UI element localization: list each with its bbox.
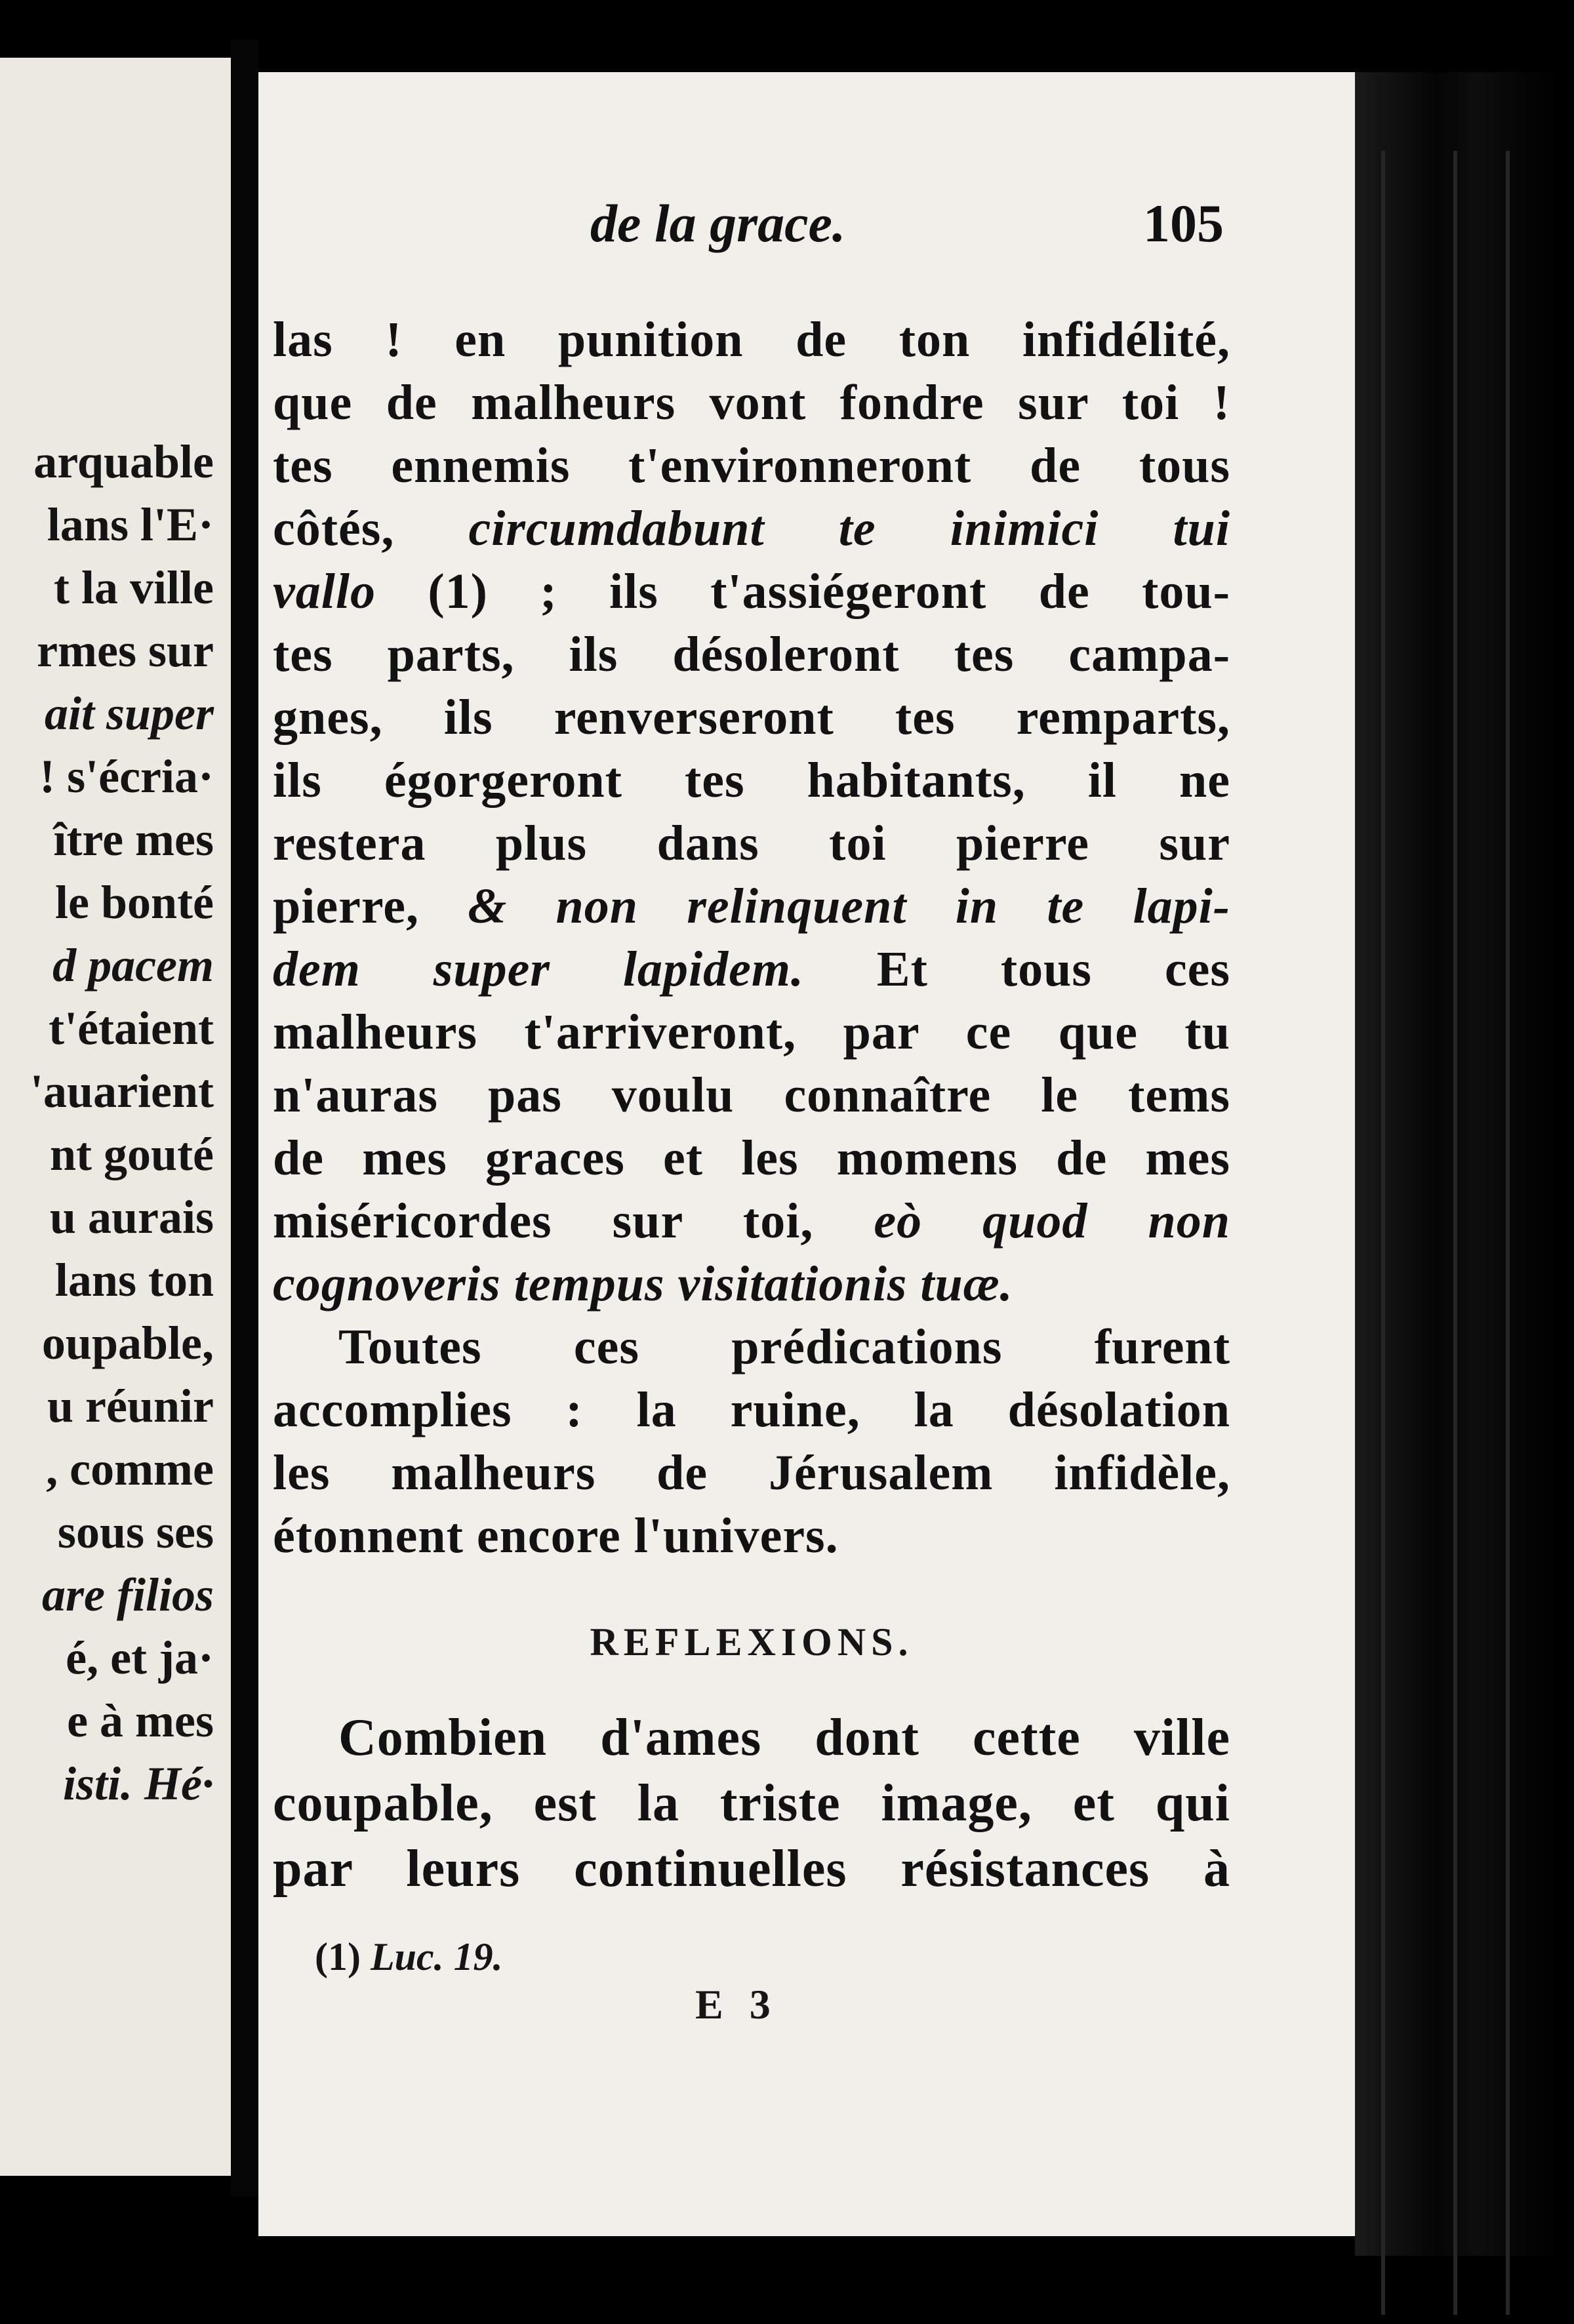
footnote-marker: (1) — [315, 1935, 361, 1978]
text-line: malheurs t'arriveront, par ce que tu — [273, 1005, 1230, 1060]
left-page-line: le bonté — [55, 876, 214, 929]
reflexions-line: coupable, est la triste image, et qui — [273, 1774, 1230, 1832]
left-page-line: t'étaient — [49, 1002, 214, 1054]
edge-stripe — [1381, 151, 1385, 2315]
left-page-line: t la ville — [54, 561, 214, 614]
running-title: de la grace. — [590, 193, 846, 253]
left-page-line: 'auarient — [30, 1065, 214, 1117]
footnote-reference: Luc. 19. — [370, 1935, 503, 1978]
text-line: vallo (1) ; ils t'assiégeront de tou- — [273, 564, 1230, 619]
left-page-line: d pacem — [52, 939, 214, 992]
reflexions-line: par leurs continuelles résistances à — [273, 1840, 1230, 1898]
text-line: côtés, circumdabunt te inimici tui — [273, 501, 1230, 556]
left-page-line: isti. Hé· — [63, 1757, 214, 1810]
left-page-line: ! s'écria· — [39, 750, 214, 803]
left-page-line: lans l'E· — [47, 498, 214, 551]
text-line: cognoveris tempus visitationis tuæ. — [273, 1256, 1013, 1312]
page-edge-shadow — [1355, 72, 1558, 2256]
text-line: les malheurs de Jérusalem infidèle, — [273, 1445, 1230, 1500]
text-line: étonnent encore l'univers. — [273, 1508, 839, 1563]
footnote — [315, 1934, 503, 1980]
text-line: gnes, ils renverseront tes remparts, — [273, 690, 1230, 745]
reflexions-line: Combien d'ames dont cette ville — [338, 1709, 1230, 1767]
text-line: Toutes ces prédications furent — [338, 1319, 1230, 1374]
edge-stripe — [1506, 151, 1510, 2315]
text-line: las ! en punition de ton infidélité, — [273, 312, 1230, 367]
text-line: tes ennemis t'environneront de tous — [273, 438, 1230, 493]
text-line: tes parts, ils désoleront tes campa- — [273, 627, 1230, 682]
text-line: ils égorgeront tes habitants, il ne — [273, 753, 1230, 808]
left-page-line: lans ton — [54, 1254, 214, 1306]
book-gutter — [231, 39, 258, 2197]
text-line: n'auras pas voulu connaître le tems — [273, 1068, 1230, 1123]
edge-stripe — [1453, 151, 1457, 2315]
text-line: dem super lapidem. Et tous ces — [273, 942, 1230, 997]
body-text — [273, 308, 1230, 1567]
text-line: pierre, & non relinquent in te lapi- — [273, 879, 1230, 934]
left-page-line: é, et ja· — [66, 1632, 214, 1684]
left-page-line: nt gouté — [50, 1128, 214, 1180]
left-page-line: , comme — [46, 1443, 214, 1495]
text-line: miséricordes sur toi, eò quod non — [273, 1193, 1230, 1249]
left-page-line: u réunir — [47, 1380, 214, 1432]
left-page-line: rmes sur — [37, 624, 214, 677]
left-page-line: ître mes — [53, 813, 214, 866]
signature-mark: E 3 — [695, 1981, 778, 2028]
text-line: restera plus dans toi pierre sur — [273, 816, 1230, 871]
text-line: que de malheurs vont fondre sur toi ! — [273, 375, 1230, 430]
text-line: de mes graces et les momens de mes — [273, 1131, 1230, 1186]
page-number: 105 — [1143, 193, 1224, 253]
section-heading: REFLEXIONS. — [590, 1620, 914, 1664]
left-page-line: oupable, — [41, 1317, 214, 1369]
left-page-line: are filios — [42, 1569, 214, 1621]
left-page-line: ait super — [44, 687, 214, 740]
left-page-line: sous ses — [57, 1506, 214, 1558]
left-page-line: u aurais — [49, 1191, 214, 1243]
previous-page-fragment — [0, 58, 231, 2176]
left-page-line: arquable — [33, 435, 214, 488]
text-line: accomplies : la ruine, la désolation — [273, 1382, 1230, 1437]
left-page-line: e à mes — [67, 1694, 214, 1747]
reflexions-text — [273, 1705, 1230, 1902]
